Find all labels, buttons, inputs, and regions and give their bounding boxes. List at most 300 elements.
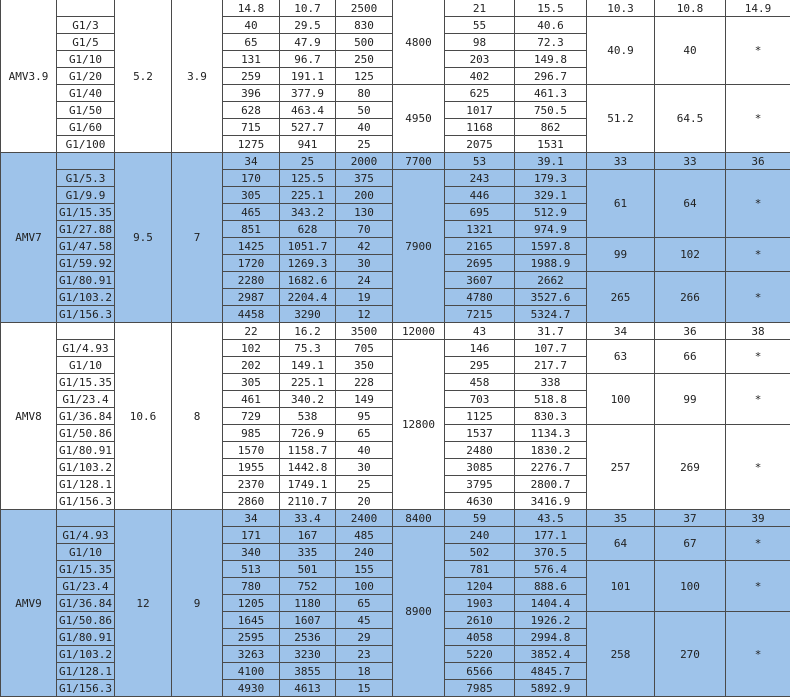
data-cell: 512.9 [515, 204, 587, 221]
data-cell: 101 [587, 561, 655, 612]
data-cell: 715 [223, 119, 280, 136]
ratio-cell [57, 510, 115, 527]
data-cell: 1442.8 [280, 459, 336, 476]
data-cell: 1158.7 [280, 442, 336, 459]
data-cell: 23 [336, 646, 393, 663]
data-cell: 1955 [223, 459, 280, 476]
data-cell: 10.8 [655, 0, 726, 17]
data-cell: 61 [587, 170, 655, 238]
data-cell: 3500 [336, 323, 393, 340]
data-cell: 43 [445, 323, 515, 340]
data-cell: 1125 [445, 408, 515, 425]
data-cell: 66 [655, 340, 726, 374]
data-cell: 40 [336, 442, 393, 459]
data-cell: 269 [655, 425, 726, 510]
ratio-cell: G1/5.3 [57, 170, 115, 187]
data-cell: 240 [445, 527, 515, 544]
data-cell: 67 [655, 527, 726, 561]
data-cell: 217.7 [515, 357, 587, 374]
data-cell: 4458 [223, 306, 280, 323]
data-cell: 39 [726, 510, 790, 527]
data-cell: 1269.3 [280, 255, 336, 272]
data-cell: 225.1 [280, 374, 336, 391]
data-cell: 40.6 [515, 17, 587, 34]
data-cell: 513 [223, 561, 280, 578]
table-row [1, 153, 790, 170]
data-cell: 167 [280, 527, 336, 544]
spec-cell: 3.9 [172, 0, 223, 153]
data-cell: 4100 [223, 663, 280, 680]
data-cell: 1205 [223, 595, 280, 612]
data-cell: 100 [587, 374, 655, 425]
data-cell: * [726, 17, 790, 85]
data-cell: 258 [587, 612, 655, 697]
data-cell: 70 [336, 221, 393, 238]
data-cell: 4058 [445, 629, 515, 646]
data-cell: 705 [336, 340, 393, 357]
ratio-cell: G1/15.35 [57, 374, 115, 391]
data-cell: 2662 [515, 272, 587, 289]
data-cell: 20 [336, 493, 393, 510]
data-cell: 3290 [280, 306, 336, 323]
data-cell: 1537 [445, 425, 515, 442]
data-cell: * [726, 272, 790, 323]
spec-cell: 10.6 [115, 323, 172, 510]
data-cell: 2860 [223, 493, 280, 510]
data-cell: 65 [336, 595, 393, 612]
data-cell: 781 [445, 561, 515, 578]
ratio-cell: G1/9.9 [57, 187, 115, 204]
data-cell: 377.9 [280, 85, 336, 102]
data-cell: 780 [223, 578, 280, 595]
ratio-cell: G1/80.91 [57, 629, 115, 646]
data-cell: 170 [223, 170, 280, 187]
ratio-cell: G1/40 [57, 85, 115, 102]
data-cell: 18 [336, 663, 393, 680]
ratio-cell: G1/50.86 [57, 612, 115, 629]
data-cell: 5220 [445, 646, 515, 663]
data-cell: 576.4 [515, 561, 587, 578]
data-cell: 2595 [223, 629, 280, 646]
data-cell: 203 [445, 51, 515, 68]
data-cell: 1275 [223, 136, 280, 153]
data-cell: 43.5 [515, 510, 587, 527]
data-cell: 98 [445, 34, 515, 51]
data-cell: 34 [223, 153, 280, 170]
ratio-cell: G1/10 [57, 544, 115, 561]
data-cell: 335 [280, 544, 336, 561]
ratio-cell: G1/3 [57, 17, 115, 34]
data-cell: * [726, 170, 790, 238]
data-cell: 22 [223, 323, 280, 340]
data-cell: 463.4 [280, 102, 336, 119]
data-cell: 40.9 [587, 17, 655, 85]
data-cell: * [726, 561, 790, 612]
ratio-cell: G1/156.3 [57, 493, 115, 510]
data-cell: 259 [223, 68, 280, 85]
ratio-cell: G1/4.93 [57, 340, 115, 357]
data-cell: 1204 [445, 578, 515, 595]
data-cell: 2480 [445, 442, 515, 459]
data-cell: 33.4 [280, 510, 336, 527]
ratio-cell: G1/103.2 [57, 459, 115, 476]
data-cell: 1570 [223, 442, 280, 459]
data-cell: 47.9 [280, 34, 336, 51]
data-cell: 125 [336, 68, 393, 85]
data-cell: 1720 [223, 255, 280, 272]
data-cell: 42 [336, 238, 393, 255]
ratio-cell: G1/10 [57, 357, 115, 374]
data-cell: 8900 [393, 527, 445, 697]
data-cell: 2110.7 [280, 493, 336, 510]
data-cell: 1830.2 [515, 442, 587, 459]
data-cell: 30 [336, 255, 393, 272]
data-cell: 100 [336, 578, 393, 595]
data-cell: 24 [336, 272, 393, 289]
data-cell: 243 [445, 170, 515, 187]
table-row [1, 0, 790, 17]
data-cell: 64 [587, 527, 655, 561]
data-cell: 25 [336, 136, 393, 153]
data-cell: 21 [445, 0, 515, 17]
data-cell: 2370 [223, 476, 280, 493]
table-row [1, 510, 790, 527]
data-cell: 3855 [280, 663, 336, 680]
data-cell: 1926.2 [515, 612, 587, 629]
data-cell: 2695 [445, 255, 515, 272]
ratio-cell: G1/4.93 [57, 527, 115, 544]
data-cell: * [726, 238, 790, 272]
data-cell: 752 [280, 578, 336, 595]
data-cell: 446 [445, 187, 515, 204]
data-cell: 1749.1 [280, 476, 336, 493]
data-cell: 25 [280, 153, 336, 170]
data-cell: 458 [445, 374, 515, 391]
data-cell: 343.2 [280, 204, 336, 221]
data-cell: 265 [587, 272, 655, 323]
data-cell: 851 [223, 221, 280, 238]
data-cell: 340.2 [280, 391, 336, 408]
ratio-cell: G1/60 [57, 119, 115, 136]
data-cell: 191.1 [280, 68, 336, 85]
ratio-cell: G1/23.4 [57, 391, 115, 408]
data-cell: 1425 [223, 238, 280, 255]
ratio-cell: G1/10 [57, 51, 115, 68]
data-cell: 2987 [223, 289, 280, 306]
data-cell: 703 [445, 391, 515, 408]
data-cell: 149.1 [280, 357, 336, 374]
data-cell: 3085 [445, 459, 515, 476]
data-cell: 228 [336, 374, 393, 391]
data-cell: 1988.9 [515, 255, 587, 272]
data-cell: 1682.6 [280, 272, 336, 289]
ratio-cell: G1/156.3 [57, 306, 115, 323]
data-cell: 6566 [445, 663, 515, 680]
data-cell: 63 [587, 340, 655, 374]
data-cell: 2610 [445, 612, 515, 629]
model-cell: AMV9 [1, 510, 57, 697]
data-cell: 100 [655, 561, 726, 612]
data-cell: 146 [445, 340, 515, 357]
data-cell: 34 [587, 323, 655, 340]
data-cell: 4930 [223, 680, 280, 697]
model-cell: AMV3.9 [1, 0, 57, 153]
data-cell: 37 [655, 510, 726, 527]
data-cell: 1597.8 [515, 238, 587, 255]
group-amv7 [1, 153, 790, 323]
data-cell: 974.9 [515, 221, 587, 238]
data-cell: 305 [223, 374, 280, 391]
data-cell: 830.3 [515, 408, 587, 425]
data-cell: 1607 [280, 612, 336, 629]
data-cell: 4780 [445, 289, 515, 306]
data-cell: 12 [336, 306, 393, 323]
ratio-cell: G1/20 [57, 68, 115, 85]
data-cell: 527.7 [280, 119, 336, 136]
ratio-cell: G1/103.2 [57, 646, 115, 663]
data-cell: 107.7 [515, 340, 587, 357]
data-cell: 7215 [445, 306, 515, 323]
data-cell: 375 [336, 170, 393, 187]
data-cell: 8400 [393, 510, 445, 527]
data-cell: 25 [336, 476, 393, 493]
data-cell: 729 [223, 408, 280, 425]
data-cell: 40 [655, 17, 726, 85]
data-cell: 65 [336, 425, 393, 442]
data-cell: 35 [587, 510, 655, 527]
data-cell: 53 [445, 153, 515, 170]
data-cell: 16.2 [280, 323, 336, 340]
spec-cell: 7 [172, 153, 223, 323]
data-cell: 2994.8 [515, 629, 587, 646]
data-cell: 295 [445, 357, 515, 374]
data-cell: 2800.7 [515, 476, 587, 493]
data-cell: 888.6 [515, 578, 587, 595]
data-cell: 2000 [336, 153, 393, 170]
data-cell: 29.5 [280, 17, 336, 34]
ratio-cell [57, 323, 115, 340]
data-cell: 131 [223, 51, 280, 68]
data-cell: 40 [336, 119, 393, 136]
data-cell: 12800 [393, 340, 445, 510]
data-cell: 3416.9 [515, 493, 587, 510]
data-cell: 38 [726, 323, 790, 340]
data-cell: 1903 [445, 595, 515, 612]
spec-cell: 9.5 [115, 153, 172, 323]
data-cell: 225.1 [280, 187, 336, 204]
data-cell: 461.3 [515, 85, 587, 102]
ratio-cell: G1/36.84 [57, 595, 115, 612]
data-cell: 33 [587, 153, 655, 170]
data-cell: 1180 [280, 595, 336, 612]
ratio-cell: G1/50 [57, 102, 115, 119]
data-cell: 3607 [445, 272, 515, 289]
data-cell: 125.5 [280, 170, 336, 187]
data-cell: 2165 [445, 238, 515, 255]
data-cell: 501 [280, 561, 336, 578]
data-cell: 2276.7 [515, 459, 587, 476]
ratio-cell: G1/100 [57, 136, 115, 153]
data-cell: 270 [655, 612, 726, 697]
data-cell: 538 [280, 408, 336, 425]
data-cell: 4950 [393, 85, 445, 153]
data-cell: 830 [336, 17, 393, 34]
data-cell: 179.3 [515, 170, 587, 187]
data-cell: 200 [336, 187, 393, 204]
data-cell: 33 [655, 153, 726, 170]
data-cell: 750.5 [515, 102, 587, 119]
data-cell: 2075 [445, 136, 515, 153]
data-cell: 72.3 [515, 34, 587, 51]
ratio-cell: G1/23.4 [57, 578, 115, 595]
data-cell: 14.8 [223, 0, 280, 17]
data-cell: 7985 [445, 680, 515, 697]
ratio-cell: G1/156.3 [57, 680, 115, 697]
spec-cell: 9 [172, 510, 223, 697]
data-cell: * [726, 340, 790, 374]
data-cell: 1531 [515, 136, 587, 153]
data-cell: 10.7 [280, 0, 336, 17]
ratio-cell: G1/27.88 [57, 221, 115, 238]
data-cell: 1645 [223, 612, 280, 629]
data-cell: 149 [336, 391, 393, 408]
data-cell: 350 [336, 357, 393, 374]
data-cell: 99 [655, 374, 726, 425]
data-cell: 7700 [393, 153, 445, 170]
data-cell: 102 [223, 340, 280, 357]
data-cell: 4800 [393, 0, 445, 85]
data-cell: 51.2 [587, 85, 655, 153]
data-cell: 1404.4 [515, 595, 587, 612]
data-cell: * [726, 425, 790, 510]
group-amv8 [1, 323, 790, 510]
data-cell: 3795 [445, 476, 515, 493]
data-cell: 2500 [336, 0, 393, 17]
ratio-cell: G1/36.84 [57, 408, 115, 425]
ratio-cell: G1/15.35 [57, 204, 115, 221]
data-cell: 296.7 [515, 68, 587, 85]
data-cell: 15.5 [515, 0, 587, 17]
data-cell: * [726, 612, 790, 697]
ratio-cell: G1/103.2 [57, 289, 115, 306]
data-cell: 12000 [393, 323, 445, 340]
data-cell: 3230 [280, 646, 336, 663]
data-cell: 5324.7 [515, 306, 587, 323]
data-cell: 80 [336, 85, 393, 102]
data-cell: 305 [223, 187, 280, 204]
data-cell: 1168 [445, 119, 515, 136]
data-cell: 862 [515, 119, 587, 136]
ratio-cell: G1/128.1 [57, 476, 115, 493]
data-cell: 7900 [393, 170, 445, 323]
spec-cell: 5.2 [115, 0, 172, 153]
data-cell: 370.5 [515, 544, 587, 561]
data-cell: 461 [223, 391, 280, 408]
data-cell: 2280 [223, 272, 280, 289]
model-cell: AMV8 [1, 323, 57, 510]
ratio-cell [57, 0, 115, 17]
data-cell: 30 [336, 459, 393, 476]
data-cell: 50 [336, 102, 393, 119]
data-cell: * [726, 527, 790, 561]
data-cell: 502 [445, 544, 515, 561]
data-cell: 402 [445, 68, 515, 85]
data-cell: * [726, 85, 790, 153]
ratio-cell: G1/80.91 [57, 272, 115, 289]
data-cell: 15 [336, 680, 393, 697]
data-cell: 3263 [223, 646, 280, 663]
data-cell: 177.1 [515, 527, 587, 544]
data-cell: 985 [223, 425, 280, 442]
data-cell: 3852.4 [515, 646, 587, 663]
data-cell: 10.3 [587, 0, 655, 17]
data-cell: 1321 [445, 221, 515, 238]
data-cell: 625 [445, 85, 515, 102]
data-cell: 31.7 [515, 323, 587, 340]
data-cell: 5892.9 [515, 680, 587, 697]
data-cell: 59 [445, 510, 515, 527]
data-cell: 240 [336, 544, 393, 561]
data-cell: 465 [223, 204, 280, 221]
data-cell: 518.8 [515, 391, 587, 408]
data-cell: 500 [336, 34, 393, 51]
data-cell: 19 [336, 289, 393, 306]
data-cell: 96.7 [280, 51, 336, 68]
data-cell: 726.9 [280, 425, 336, 442]
data-cell: 2536 [280, 629, 336, 646]
data-cell: 99 [587, 238, 655, 272]
data-cell: 14.9 [726, 0, 790, 17]
group-amv3-9 [1, 0, 790, 153]
data-cell: 64.5 [655, 85, 726, 153]
data-cell: 202 [223, 357, 280, 374]
ratio-cell: G1/128.1 [57, 663, 115, 680]
data-cell: 65 [223, 34, 280, 51]
data-cell: 1051.7 [280, 238, 336, 255]
ratio-cell: G1/5 [57, 34, 115, 51]
data-cell: 485 [336, 527, 393, 544]
spec-cell: 8 [172, 323, 223, 510]
data-cell: 36 [726, 153, 790, 170]
data-cell: 1134.3 [515, 425, 587, 442]
data-cell: 4613 [280, 680, 336, 697]
data-cell: 941 [280, 136, 336, 153]
data-cell: 329.1 [515, 187, 587, 204]
ratio-cell [57, 153, 115, 170]
data-cell: * [726, 374, 790, 425]
data-cell: 340 [223, 544, 280, 561]
data-cell: 257 [587, 425, 655, 510]
data-cell: 628 [280, 221, 336, 238]
data-cell: 266 [655, 272, 726, 323]
data-cell: 338 [515, 374, 587, 391]
data-cell: 36 [655, 323, 726, 340]
spec-cell: 12 [115, 510, 172, 697]
data-cell: 3527.6 [515, 289, 587, 306]
data-cell: 39.1 [515, 153, 587, 170]
ratio-cell: G1/47.58 [57, 238, 115, 255]
data-cell: 130 [336, 204, 393, 221]
data-cell: 396 [223, 85, 280, 102]
data-cell: 695 [445, 204, 515, 221]
data-cell: 4845.7 [515, 663, 587, 680]
data-cell: 45 [336, 612, 393, 629]
data-cell: 55 [445, 17, 515, 34]
data-cell: 40 [223, 17, 280, 34]
table-row [1, 323, 790, 340]
ratio-cell: G1/15.35 [57, 561, 115, 578]
data-cell: 171 [223, 527, 280, 544]
